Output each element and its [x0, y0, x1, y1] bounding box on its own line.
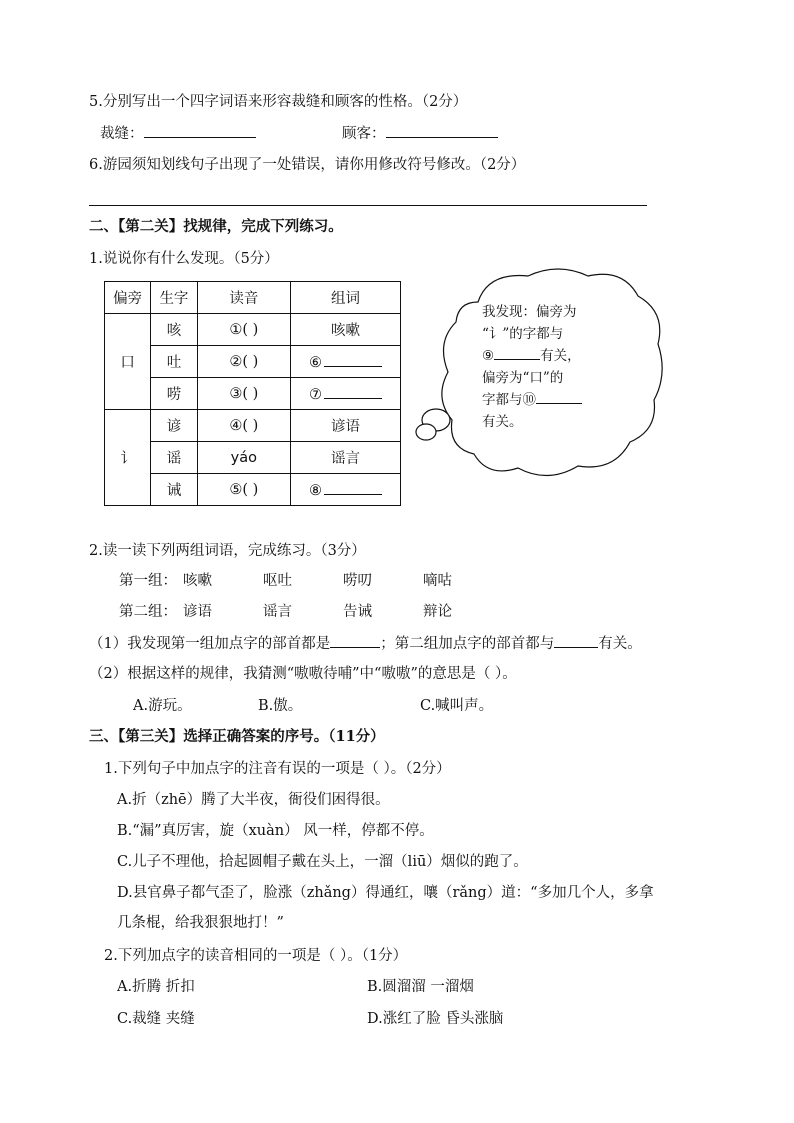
radical-cell: 讠	[105, 410, 151, 506]
bubble-line: 偏旁为“口”的	[482, 370, 564, 386]
q2-option-a[interactable]: A.折腾 折扣	[117, 979, 195, 995]
word-number: ⑧	[309, 483, 323, 499]
group-1-word: 唠叨	[343, 573, 372, 589]
customer-answer-row	[342, 123, 498, 144]
reading-cell[interactable]: ①( )	[197, 314, 291, 346]
sub-question-1-text: 有关。	[598, 636, 642, 652]
table-header: 偏旁	[105, 282, 151, 314]
table-header: 生字	[151, 282, 197, 314]
group-1-word: 呕吐	[263, 573, 292, 589]
char-cell: 吐	[151, 346, 197, 378]
section-2-question-1: 1.说说你有什么发现。（5分）	[89, 251, 279, 267]
bubble-line: 有关。	[482, 414, 523, 430]
question-6-answer-line[interactable]	[89, 205, 647, 206]
question-6: 6.游园须知划线句子出现了一处错误，请你用修改符号修改。（2分）	[89, 157, 526, 173]
customer-label: 顾客：	[342, 126, 386, 142]
bubble-dot-small	[416, 424, 436, 440]
q1-option-d-continued: 几条棍，给我狠狠地打！”	[117, 915, 284, 931]
option-c[interactable]: C.喊叫声。	[420, 698, 494, 714]
group-1-word: 咳嗽	[183, 573, 212, 589]
word-blank[interactable]	[324, 480, 382, 495]
word-blank[interactable]	[324, 384, 382, 399]
bubble-blank-10[interactable]	[536, 389, 582, 404]
sub-question-1-text: （1）我发现第一组加点字的部首都是	[89, 636, 331, 652]
question-5: 5.分别写出一个四字词语来形容裁缝和顾客的性格。（2分）	[89, 94, 468, 110]
radical-cell: 口	[105, 314, 151, 410]
group-2-word: 告诫	[343, 604, 372, 620]
q1-option-a[interactable]: A.折（zhē）腾了大半夜，衙役们困得很。	[117, 792, 390, 808]
group-2-word: 谣言	[263, 604, 292, 620]
customer-answer-blank[interactable]	[386, 123, 498, 138]
table-row	[105, 314, 401, 346]
char-cell: 唠	[151, 378, 197, 410]
option-b[interactable]: B.傲。	[258, 698, 303, 714]
word-cell[interactable]	[291, 378, 401, 410]
group-2-word: 辩论	[423, 604, 452, 620]
word-number: ⑦	[309, 387, 323, 403]
option-a[interactable]: A.游玩。	[133, 698, 192, 714]
word-cell: 谚语	[291, 410, 401, 442]
word-blank[interactable]	[324, 352, 382, 367]
radical-blank[interactable]	[330, 633, 380, 648]
section-2-title: 二、【第二关】找规律，完成下列练习。	[89, 218, 343, 235]
q1-option-c[interactable]: C.儿子不理他，拾起圆帽子戴在头上，一溜（liū）烟似的跑了。	[117, 854, 528, 870]
char-cell: 咳	[151, 314, 197, 346]
group-2-label: 第二组：	[119, 604, 177, 620]
sub-question-1	[89, 633, 642, 654]
radical-table	[104, 281, 401, 506]
group-1-label: 第一组：	[119, 573, 177, 589]
tailor-answer-blank[interactable]	[144, 123, 256, 138]
bubble-blank-9[interactable]	[494, 345, 540, 360]
tailor-label: 裁缝：	[100, 126, 144, 142]
bubble-line	[482, 345, 612, 367]
tailor-answer-row	[100, 123, 256, 144]
group-2-word: 谚语	[183, 604, 212, 620]
group-1-word: 嘀咕	[423, 573, 452, 589]
q2-option-d[interactable]: D.涨红了脸 昏头涨脑	[367, 1011, 504, 1027]
section-3-question-2: 2.下列加点字的读音相同的一项是（ ）。（1分）	[104, 948, 408, 964]
bubble-number: ⑨	[482, 348, 495, 364]
reading-cell: yáo	[197, 442, 291, 474]
reading-cell[interactable]: ②( )	[197, 346, 291, 378]
char-cell: 谚	[151, 410, 197, 442]
section-2-question-2: 2.读一读下列两组词语，完成练习。（3分）	[89, 543, 366, 559]
section-3-title: 三、【第三关】选择正确答案的序号。（11分）	[89, 728, 385, 745]
q1-option-d[interactable]: D.县官鼻子都气歪了，脸涨（zhǎng）得通红，嚷（rǎng）道：“多加几个人，多拿	[117, 885, 654, 901]
sub-question-1-text: ；第二组加点字的部首都与	[380, 636, 555, 652]
bubble-suffix: 有关，	[540, 348, 581, 364]
sub-question-2: （2）根据这样的规律，我猜测“嗷嗷待哺”中“嗷嗷”的意思是（ ）。	[89, 666, 517, 682]
word-cell: 谣言	[291, 442, 401, 474]
meaning-blank[interactable]	[554, 633, 598, 648]
section-3-question-1: 1.下列句子中加点字的注音有误的一项是（ ）。（2分）	[104, 761, 451, 777]
reading-cell[interactable]: ④( )	[197, 410, 291, 442]
char-cell: 诫	[151, 474, 197, 506]
q1-option-b[interactable]: B.“漏”真厉害，旋（xuàn） 风一样，停都不停。	[117, 823, 434, 839]
reading-cell[interactable]: ⑤( )	[197, 474, 291, 506]
table-header-row	[105, 282, 401, 314]
q2-option-c[interactable]: C.裁缝 夹缝	[117, 1011, 195, 1027]
table-header: 读音	[197, 282, 291, 314]
table-header: 组词	[291, 282, 401, 314]
bubble-line: 我发现：偏旁为	[482, 304, 577, 320]
q2-option-b[interactable]: B.圆溜溜 一溜烟	[367, 979, 474, 995]
char-cell: 谣	[151, 442, 197, 474]
word-cell[interactable]	[291, 474, 401, 506]
word-number: ⑥	[309, 355, 323, 371]
word-cell: 咳嗽	[291, 314, 401, 346]
bubble-line	[482, 389, 612, 411]
word-cell[interactable]	[291, 346, 401, 378]
reading-cell[interactable]: ③( )	[197, 378, 291, 410]
bubble-line: “讠”的字都与	[482, 326, 564, 342]
bubble-prefix: 字都与⑩	[482, 392, 536, 408]
bubble-text	[482, 301, 612, 433]
table-row	[105, 410, 401, 442]
